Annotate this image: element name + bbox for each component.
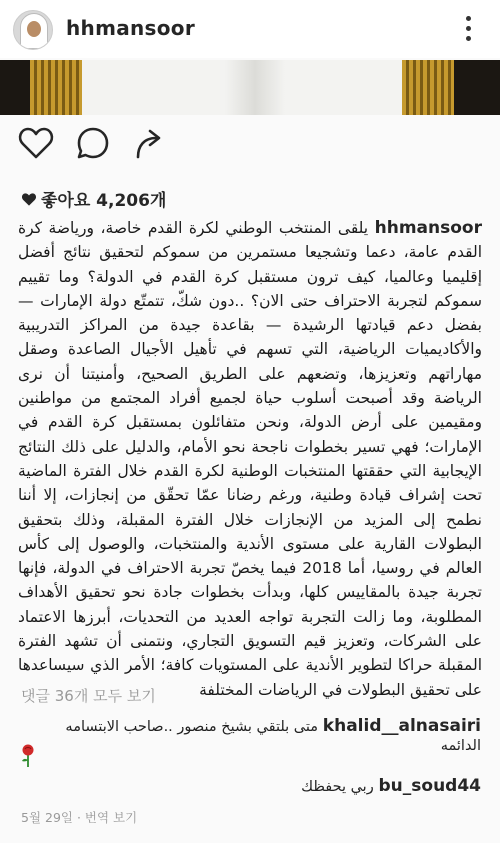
view-all-comments-link[interactable]: 댓글 36개 모두 보기	[21, 687, 156, 705]
post-footer: 5월 29일 · 번역 보기	[21, 810, 138, 825]
post-date: 5월 29일	[21, 810, 73, 825]
caption-text: يلقى المنتخب الوطني لكرة القدم خاصة، ورياضة كرة القدم عامة، دعما وتشجيعا مستمرين من سموكم لتحقيق نتائج أفضل إقليميا وعالميا، كيف ترون مستقبل كرة القدم في الدولة؟ وما تقييم سموكم لتجربة الاحتراف حتى الان؟ ..دون شكّ، تتمتّع دولة الإمارات — بفضل دعم قيادتها الرشيدة — بقاعدة جيدة من المراكز التدريبية والأكاديميات الرياضية، التي تسهم في تأهيل الأجيال الصاعدة وصقل مهاراتهم وتعزيزها، وتضعهم على الطريق الصحيح، وأمنيتنا أن نرى الرياضة وقد أصبحت أسلوب حياة لجميع أفراد المجتمع من مواطنين ومقيمين على أرض الدولة، ونحن متفائلون بمستقبل كرة القدم في الإمارات؛ فهي تسير بخطوات ناجحة نحو الأمام، والدليل على ذلك النتائج الإيجابية التي حققتها المنتخبات الوطنية لكرة القدم خلال الفترة الماضية تحت إشراف قيادة وطنية، ورغم رضانا عمّا تحقّق من إنجازات، إلا أننا نطمح إلى المزيد من الإنجازات خلال الفترة المقبلة، وذلك بتحقيق البطولات القارية على مستوى الأندية والمنتخبات، والوصول إلى كأس العالم في روسيا، أما 2018 فيما يخصّ تجربة الاحتراف في الدولة، فإنها تجربة جيدة بالمقاييس كلها، وبدأت بخطوات جادة نحو تحقيق الأهداف المطلوبة، وما زالت التجربة تواجه العديد من التحديات، أبرزها الاعتماد على الشركات، وتعزيز قيم التسويق التجاري، ونتمنى أن تشهد الفترة المقبلة حراكا لتطوير الأندية على المستويات كافة؛ الأمر الذي سيساعدها على تحقيق البطولات في الرياضات المختلفة	[18, 219, 482, 699]
comment-username[interactable]: khalid__alnasairi	[322, 716, 481, 736]
comment-text: ربي يحفظك	[301, 779, 374, 795]
avatar[interactable]	[13, 10, 53, 50]
translate-link[interactable]: 번역 보기	[84, 810, 138, 825]
comment-username[interactable]: bu_soud44	[378, 776, 481, 796]
post-username[interactable]: hhmansoor	[66, 16, 195, 40]
comment-item	[21, 776, 481, 796]
share-icon[interactable]	[132, 126, 166, 160]
comment-icon[interactable]	[76, 126, 110, 160]
post-photo[interactable]	[0, 60, 500, 115]
post-caption	[18, 216, 482, 702]
filled-heart-icon	[21, 192, 37, 207]
more-vertical-icon[interactable]	[458, 16, 478, 44]
caption-username[interactable]: hhmansoor	[374, 218, 482, 238]
heart-icon[interactable]	[18, 126, 54, 160]
comment-item	[21, 716, 481, 754]
post-actions	[0, 118, 500, 178]
rose-emoji-icon	[20, 744, 36, 768]
post-header	[0, 0, 500, 58]
likes-label: 좋아요 4,206개	[41, 191, 167, 211]
comment-text: متى بلتقي بشيخ منصور ..صاحب الابتسامه الدائمه	[65, 719, 481, 754]
likes-count[interactable]	[21, 186, 166, 211]
